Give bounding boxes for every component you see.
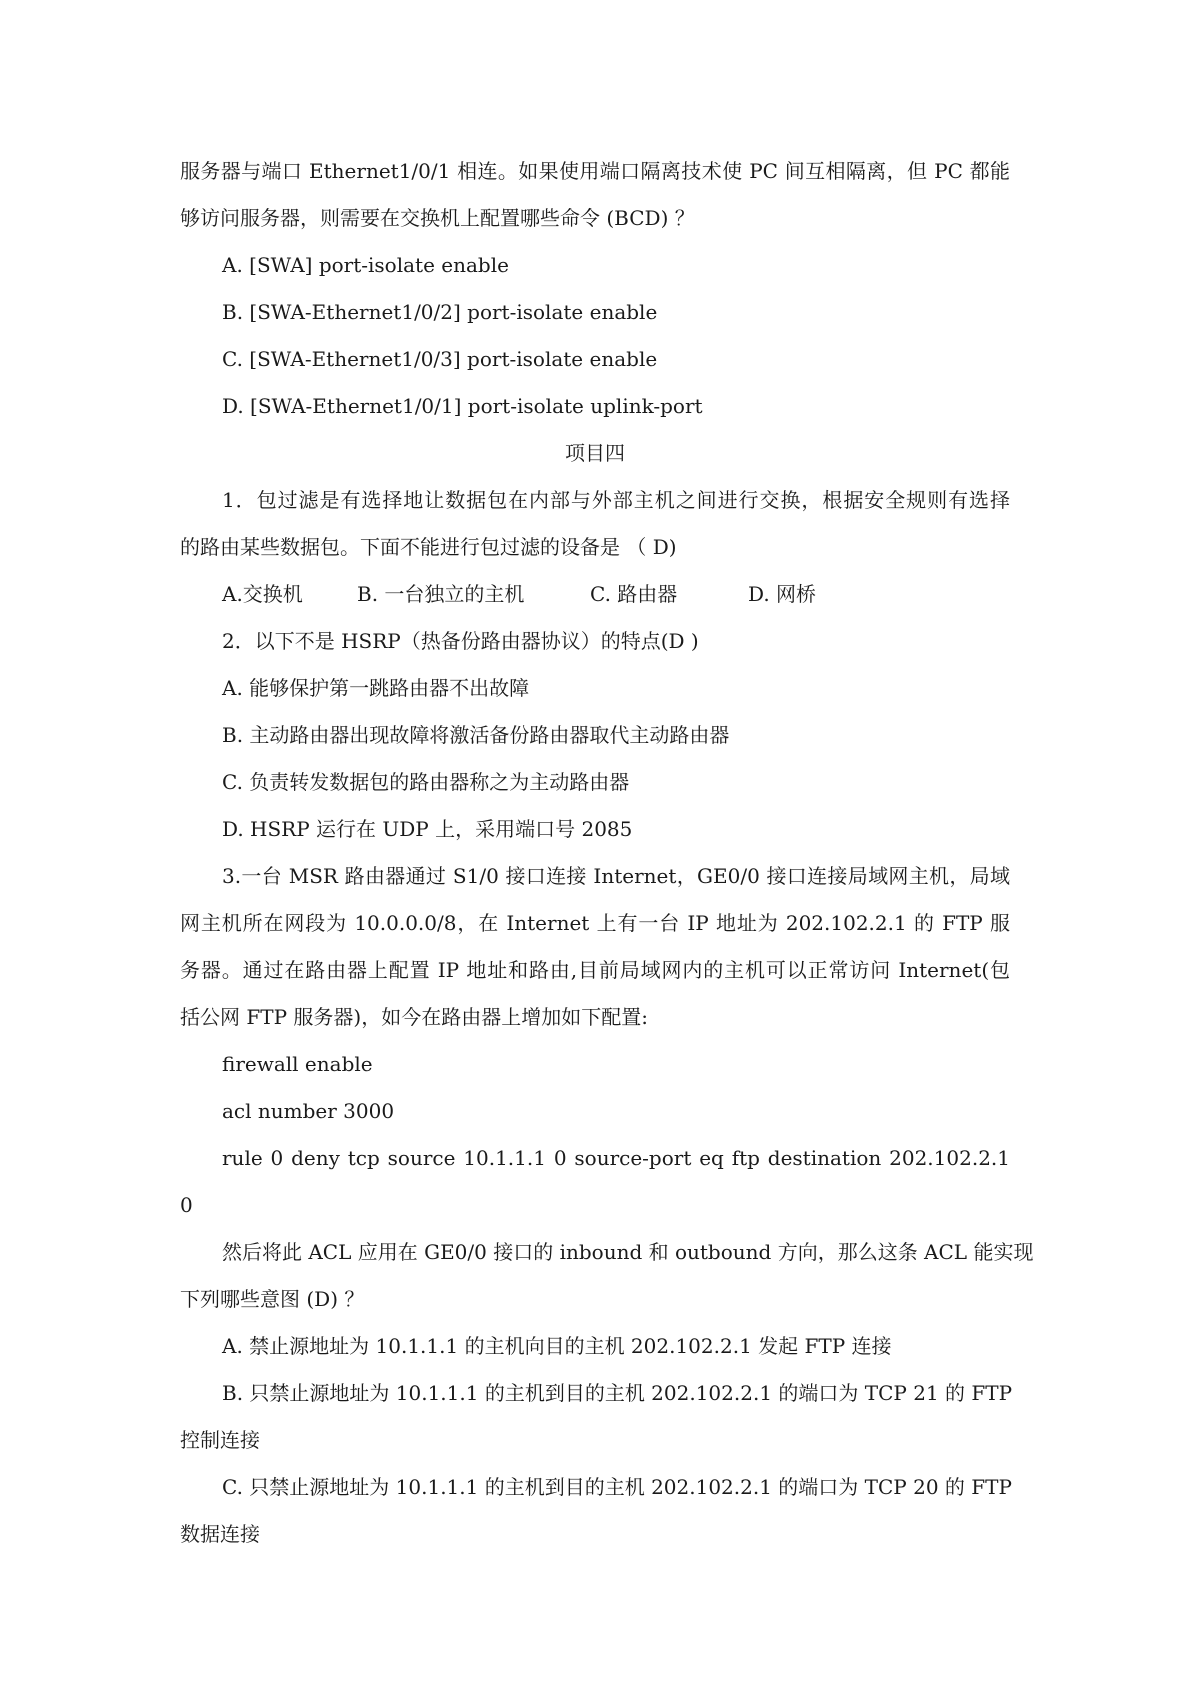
question-3-line: 网主机所在网段为 10.0.0.0/8，在 Internet 上有一台 IP 地址为 202.102.2.1 的 FTP 服 — [180, 911, 1010, 935]
paragraph-line: 服务器与端口 Ethernet1/0/1 相连。如果使用端口隔离技术使 PC 间互相隔离，但 PC 都能 — [180, 159, 1010, 183]
q1-option-c: C. 路由器 — [590, 582, 678, 606]
q3-option-b-continued: 控制连接 — [180, 1428, 260, 1452]
q2-option-c: C. 负责转发数据包的路由器称之为主动路由器 — [222, 770, 630, 794]
q3-option-c: C. 只禁止源地址为 10.1.1.1 的主机到目的主机 202.102.2.1 的端口为 TCP 20 的 FTP — [222, 1475, 1012, 1499]
q3-option-c-continued: 数据连接 — [180, 1522, 260, 1546]
config-line: acl number 3000 — [222, 1099, 395, 1123]
question-1-line: 1．包过滤是有选择地让数据包在内部与外部主机之间进行交换，根据安全规则有选择 — [222, 488, 1010, 512]
config-line: rule 0 deny tcp source 10.1.1.1 0 source-port eq ftp destination 202.102.2.1 — [222, 1146, 1010, 1170]
option-d: D. [SWA-Ethernet1/0/1] port-isolate uplink-port — [222, 394, 703, 418]
option-a: A. [SWA] port-isolate enable — [222, 253, 509, 277]
question-2: 2．以下不是 HSRP（热备份路由器协议）的特点(D ) — [222, 629, 699, 653]
question-1-line: 的路由某些数据包。下面不能进行包过滤的设备是 （ D) — [180, 535, 677, 559]
q1-option-a: A.交换机 — [222, 582, 303, 606]
q2-option-d: D. HSRP 运行在 UDP 上，采用端口号 2085 — [222, 817, 633, 841]
question-1-options — [180, 571, 1010, 618]
config-line: firewall enable — [222, 1052, 373, 1076]
question-3-line: 下列哪些意图 (D) ？ — [180, 1287, 365, 1311]
document-page — [180, 148, 1034, 1558]
q3-option-a: A. 禁止源地址为 10.1.1.1 的主机向目的主机 202.102.2.1 发起 FTP 连接 — [222, 1334, 892, 1358]
option-c: C. [SWA-Ethernet1/0/3] port-isolate enable — [222, 347, 658, 371]
question-3-line: 务器。通过在路由器上配置 IP 地址和路由,目前局域网内的主机可以正常访问 Internet(包 — [180, 958, 1010, 982]
q3-option-b: B. 只禁止源地址为 10.1.1.1 的主机到目的主机 202.102.2.1 的端口为 TCP 21 的 FTP — [222, 1381, 1013, 1405]
config-line-continued: 0 — [180, 1193, 193, 1217]
question-3-line: 括公网 FTP 服务器)，如今在路由器上增加如下配置: — [180, 1005, 648, 1029]
question-3-line: 然后将此 ACL 应用在 GE0/0 接口的 inbound 和 outbound 方向，那么这条 ACL 能实现 — [222, 1240, 1034, 1264]
section-heading: 项目四 — [565, 441, 625, 465]
q1-option-d: D. 网桥 — [748, 582, 817, 606]
paragraph-line: 够访问服务器，则需要在交换机上配置哪些命令 (BCD) ？ — [180, 206, 695, 230]
question-3-line: 3.一台 MSR 路由器通过 S1/0 接口连接 Internet，GE0/0 接口连接局域网主机，局域 — [222, 864, 1010, 888]
option-b: B. [SWA-Ethernet1/0/2] port-isolate enable — [222, 300, 658, 324]
q2-option-b: B. 主动路由器出现故障将激活备份路由器取代主动路由器 — [222, 723, 730, 747]
q1-option-b: B. 一台独立的主机 — [357, 582, 525, 606]
q2-option-a: A. 能够保护第一跳路由器不出故障 — [222, 676, 530, 700]
